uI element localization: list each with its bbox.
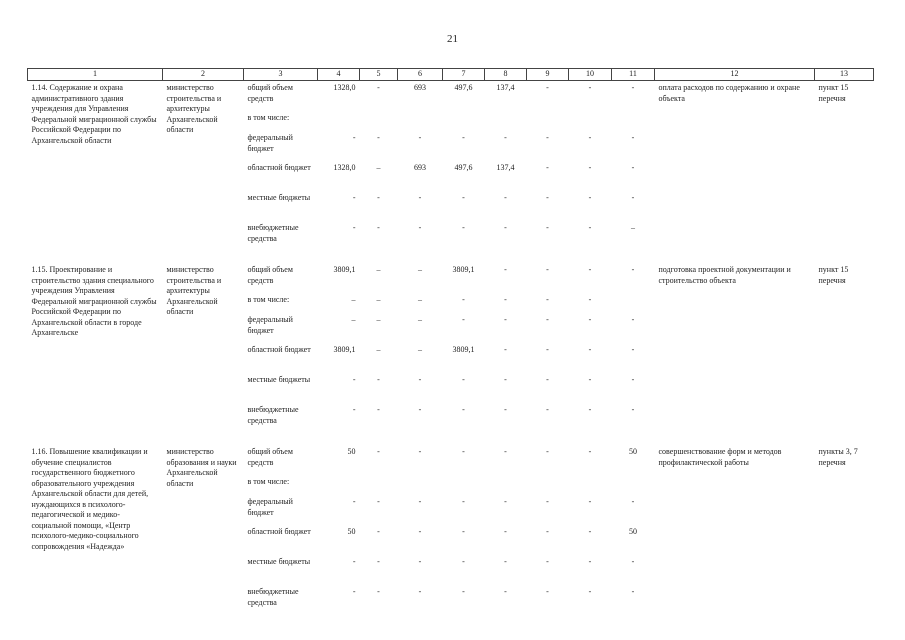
value-cell: - <box>377 497 380 506</box>
value-cell: – <box>418 265 422 274</box>
value-cell: - <box>588 83 592 92</box>
value-cell: - <box>377 405 380 414</box>
value-cell: - <box>504 295 507 304</box>
value-cell: 50 <box>347 447 356 456</box>
value-cell: - <box>546 193 549 202</box>
section-spacer <box>28 251 874 263</box>
value-cell: 3809,1 <box>452 345 475 354</box>
value-cell: - <box>352 223 356 232</box>
page-number: 21 <box>447 33 458 45</box>
value-cell: - <box>418 497 422 506</box>
value-cell <box>443 475 485 495</box>
value-cell: – <box>351 295 356 304</box>
value-cell: - <box>504 375 507 384</box>
value-cell: – <box>351 315 356 324</box>
spacer-cell <box>28 251 874 263</box>
measure-title: 1.16. Повышение квалификации и обучение специалистов государственного бюджетного образовательного учреждения Архангельской области для детей, нуждающихся в психолого-педагогической и медико-социальной помощи, «Центр психолого-медико-социального сопровождения «Надежда» <box>31 447 149 551</box>
funding-source: внебюджетные средства <box>247 223 299 243</box>
value-cell: - <box>588 375 592 384</box>
measure-title: 1.15. Проектирование и строительство здания специального учреждения Управления Федеральной миграционной службы Российской Федерации по Архангельской области в городе Архангельске <box>31 265 157 337</box>
value-cell: - <box>462 557 465 566</box>
funding-source: в том числе: <box>247 113 290 122</box>
value-cell: - <box>631 345 635 354</box>
value-cell: - <box>546 133 549 142</box>
value-cell: 1328,0 <box>333 163 356 172</box>
expected-result: подготовка проектной документации и строительство объекта <box>658 265 791 285</box>
value-cell: 3809,1 <box>333 265 356 274</box>
value-cell: - <box>377 527 380 536</box>
funding-source: общий объем средств <box>247 83 293 103</box>
value-cell <box>443 111 485 131</box>
funding-source: местные бюджеты <box>247 193 311 202</box>
value-cell: - <box>352 133 356 142</box>
value-cell: - <box>504 345 507 354</box>
value-cell: - <box>631 587 635 596</box>
value-cell: - <box>588 315 592 324</box>
value-cell: - <box>588 447 592 456</box>
value-cell: - <box>546 557 549 566</box>
value-cell <box>527 475 569 495</box>
executor-cell: министерство строительства и архитектуры Архангельской области <box>166 265 222 316</box>
value-cell: - <box>504 527 507 536</box>
funding-source: в том числе: <box>247 477 290 486</box>
value-cell: 693 <box>414 163 426 172</box>
value-cell: – <box>376 295 381 304</box>
value-cell: - <box>418 193 422 202</box>
value-cell: - <box>504 265 507 274</box>
funding-source: общий объем средств <box>247 265 293 285</box>
value-cell: - <box>631 405 635 414</box>
value-cell: – <box>418 345 422 354</box>
value-cell: - <box>504 315 507 324</box>
value-cell: - <box>631 133 635 142</box>
value-cell: - <box>588 405 592 414</box>
value-cell: - <box>631 557 635 566</box>
list-reference: пункт 15 перечня <box>818 265 849 285</box>
value-cell: - <box>377 133 380 142</box>
value-cell: - <box>588 163 592 172</box>
funding-source: внебюджетные средства <box>247 405 299 425</box>
value-cell: - <box>462 405 465 414</box>
funding-source: в том числе: <box>247 295 290 304</box>
value-cell: - <box>631 265 635 274</box>
funding-source: общий объем средств <box>247 447 293 467</box>
value-cell <box>527 111 569 131</box>
value-cell <box>569 111 612 131</box>
value-cell: - <box>546 295 549 304</box>
value-cell: - <box>546 497 549 506</box>
value-cell: - <box>418 375 422 384</box>
value-cell: - <box>418 133 422 142</box>
value-cell: - <box>377 83 380 92</box>
value-cell: - <box>462 223 465 232</box>
funding-source: местные бюджеты <box>247 557 311 566</box>
value-cell: - <box>352 497 356 506</box>
value-cell: - <box>588 587 592 596</box>
value-cell: – <box>376 345 381 354</box>
column-number-7: 7 <box>443 69 485 81</box>
value-cell: - <box>462 497 465 506</box>
funding-source: внебюджетные средства <box>247 587 299 607</box>
funding-source: областной бюджет <box>247 163 311 172</box>
column-number-10: 10 <box>569 69 612 81</box>
value-cell: 3809,1 <box>333 345 356 354</box>
value-cell: - <box>546 83 549 92</box>
value-cell <box>612 111 655 131</box>
value-cell: - <box>504 405 507 414</box>
value-cell: - <box>462 295 465 304</box>
spacer-cell <box>28 433 874 445</box>
value-cell: - <box>588 497 592 506</box>
section-spacer <box>28 433 874 445</box>
expected-result: оплата расходов по содержанию и охране объекта <box>658 83 800 103</box>
value-cell: - <box>588 133 592 142</box>
column-number-11: 11 <box>612 69 655 81</box>
funding-source: областной бюджет <box>247 527 311 536</box>
value-cell: - <box>546 587 549 596</box>
value-cell: 3809,1 <box>452 265 475 274</box>
value-cell <box>360 111 398 131</box>
value-cell: - <box>546 345 549 354</box>
value-cell: - <box>462 587 465 596</box>
value-cell: - <box>631 193 635 202</box>
value-cell: 693 <box>414 83 426 92</box>
value-cell: - <box>377 375 380 384</box>
value-cell: - <box>631 83 635 92</box>
value-cell <box>485 475 527 495</box>
column-number-12: 12 <box>655 69 815 81</box>
value-cell: - <box>588 193 592 202</box>
column-number-8: 8 <box>485 69 527 81</box>
value-cell: - <box>546 447 549 456</box>
column-number-4: 4 <box>318 69 360 81</box>
value-cell: - <box>352 557 356 566</box>
value-cell: - <box>546 375 549 384</box>
value-cell: - <box>462 527 465 536</box>
value-cell: - <box>418 405 422 414</box>
value-cell: - <box>588 527 592 536</box>
value-cell: - <box>588 223 592 232</box>
value-cell: - <box>418 587 422 596</box>
value-cell: 137,4 <box>496 163 515 172</box>
value-cell: - <box>588 345 592 354</box>
value-cell: - <box>352 405 356 414</box>
list-reference: пункты 3, 7 перечня <box>818 447 858 467</box>
value-cell: - <box>377 193 380 202</box>
program-table <box>27 68 874 615</box>
value-cell: – <box>631 223 635 232</box>
value-cell: - <box>462 447 465 456</box>
list-reference: пункт 15 перечня <box>818 83 849 103</box>
value-cell: - <box>462 315 465 324</box>
funding-source: федеральный бюджет <box>247 315 293 335</box>
value-cell: - <box>631 315 635 324</box>
value-cell <box>398 111 443 131</box>
value-cell: - <box>504 193 507 202</box>
value-cell <box>612 293 655 313</box>
value-cell: - <box>418 527 422 536</box>
value-cell: - <box>546 223 549 232</box>
expected-result: совершенствование форм и методов профилактической работы <box>658 447 782 467</box>
value-cell: - <box>504 497 507 506</box>
value-cell <box>398 475 443 495</box>
column-number-1: 1 <box>28 69 163 81</box>
table-row <box>28 263 874 293</box>
column-number-5: 5 <box>360 69 398 81</box>
value-cell <box>318 111 360 131</box>
value-cell: - <box>352 375 356 384</box>
value-cell: - <box>462 193 465 202</box>
table-row <box>28 445 874 475</box>
value-cell: - <box>504 447 507 456</box>
value-cell: - <box>504 557 507 566</box>
value-cell: 50 <box>347 527 356 536</box>
value-cell <box>360 475 398 495</box>
value-cell: - <box>462 133 465 142</box>
value-cell: - <box>418 447 422 456</box>
value-cell: 497,6 <box>454 163 473 172</box>
value-cell <box>485 111 527 131</box>
value-cell: 50 <box>629 447 637 456</box>
value-cell <box>612 475 655 495</box>
value-cell: – <box>418 295 422 304</box>
value-cell: - <box>377 223 380 232</box>
value-cell: - <box>546 405 549 414</box>
value-cell: - <box>418 223 422 232</box>
value-cell: - <box>631 163 635 172</box>
column-number-3: 3 <box>244 69 318 81</box>
column-number-13: 13 <box>815 69 874 81</box>
value-cell: - <box>588 557 592 566</box>
value-cell: - <box>631 497 635 506</box>
value-cell: - <box>377 447 380 456</box>
value-cell: - <box>588 265 592 274</box>
measure-title: 1.14. Содержание и охрана административного здания учреждения для Управления Федеральной миграционной службы Российской Федерации по Архангельской области <box>31 83 157 145</box>
funding-source: федеральный бюджет <box>247 497 293 517</box>
value-cell: – <box>376 163 381 172</box>
value-cell: - <box>377 557 380 566</box>
value-cell: - <box>546 163 549 172</box>
value-cell: – <box>376 265 381 274</box>
value-cell: - <box>352 587 356 596</box>
value-cell: - <box>462 375 465 384</box>
value-cell <box>569 475 612 495</box>
value-cell: - <box>546 315 549 324</box>
table-row <box>28 81 874 112</box>
value-cell <box>318 475 360 495</box>
value-cell: - <box>377 587 380 596</box>
value-cell: - <box>504 223 507 232</box>
column-number-header <box>28 69 874 81</box>
value-cell: – <box>418 315 422 324</box>
funding-source: областной бюджет <box>247 345 311 354</box>
value-cell: - <box>588 295 592 304</box>
value-cell: – <box>376 315 381 324</box>
column-number-2: 2 <box>163 69 244 81</box>
executor-cell: министерство образования и науки Архангельской области <box>166 447 237 488</box>
value-cell: - <box>418 557 422 566</box>
value-cell: - <box>546 527 549 536</box>
column-number-6: 6 <box>398 69 443 81</box>
funding-source: местные бюджеты <box>247 375 311 384</box>
column-number-9: 9 <box>527 69 569 81</box>
value-cell: 137,4 <box>496 83 515 92</box>
value-cell: - <box>546 265 549 274</box>
value-cell: - <box>352 193 356 202</box>
value-cell: 1328,0 <box>333 83 356 92</box>
funding-source: федеральный бюджет <box>247 133 293 153</box>
value-cell: - <box>631 375 635 384</box>
value-cell: 497,6 <box>454 83 473 92</box>
table-body <box>28 81 874 616</box>
value-cell: - <box>504 133 507 142</box>
executor-cell: министерство строительства и архитектуры Архангельской области <box>166 83 222 134</box>
value-cell: - <box>504 587 507 596</box>
value-cell: 50 <box>629 527 637 536</box>
